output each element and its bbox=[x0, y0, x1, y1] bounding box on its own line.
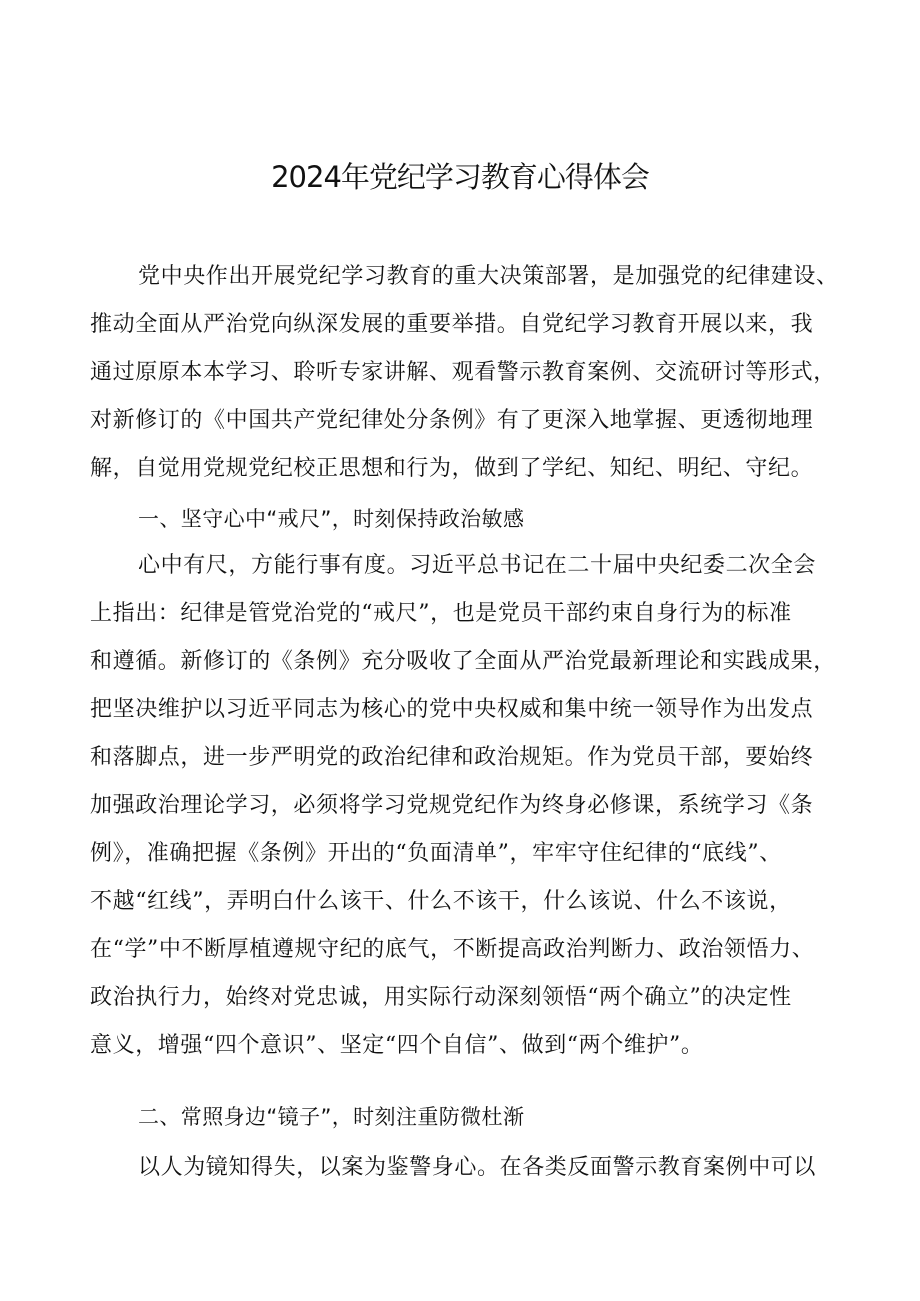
intro-line-4: 对新修订的《中国共产党纪律处分条例》有了更深入地掌握、更透彻地理 bbox=[90, 408, 814, 433]
intro-line-3: 通过原原本本学习、聆听专家讲解、观看警示教育案例、交流研讨等形式， bbox=[90, 360, 836, 385]
section-1-line-6: 加强政治理论学习，必须将学习党规党纪作为终身必修课，系统学习《条 bbox=[90, 793, 814, 818]
section-1-line-1: 心中有尺，方能行事有度。习近平总书记在二十届中央纪委二次全会 bbox=[138, 553, 817, 578]
section-1-line-11: 意义，增强“四个意识”、坚定“四个自信”、做到“两个维护”。 bbox=[90, 1033, 704, 1058]
section-1-line-5: 和落脚点，进一步严明党的政治纪律和政治规矩。作为党员干部，要始终 bbox=[90, 745, 814, 770]
section-2-heading: 二、常照身边“镜子”，时刻注重防微杜渐 bbox=[138, 1105, 525, 1129]
section-1-line-9: 在“学”中不断厚植遵规守纪的底气，不断提高政治判断力、政治领悟力、 bbox=[90, 937, 815, 962]
section-1-line-4: 把坚决维护以习近平同志为核心的党中央权威和集中统一领导作为出发点 bbox=[90, 697, 814, 722]
intro-line-1: 党中央作出开展党纪学习教育的重大决策部署，是加强党的纪律建设、 bbox=[138, 264, 839, 289]
section-1-line-2: 上指出：纪律是管党治党的“戒尺”，也是党员干部约束自身行为的标准 bbox=[90, 601, 792, 626]
intro-line-2: 推动全面从严治党向纵深发展的重要举措。自党纪学习教育开展以来，我 bbox=[90, 312, 814, 337]
section-1-line-7: 例》，准确把握《条例》开出的“负面清单”，牢牢守住纪律的“底线”、 bbox=[90, 841, 782, 866]
section-2-line-1: 以人为镜知得失，以案为鉴警身心。在各类反面警示教育案例中可以 bbox=[138, 1155, 817, 1180]
document-title: 2024年党纪学习教育心得体会 bbox=[271, 160, 649, 194]
section-1-line-10: 政治执行力，始终对党忠诚，用实际行动深刻领悟“两个确立”的决定性 bbox=[90, 985, 792, 1010]
section-1-line-8: 不越“红线”，弄明白什么该干、什么不该干，什么该说、什么不该说， bbox=[90, 889, 792, 914]
section-1-line-3: 和遵循。新修订的《条例》充分吸收了全面从严治党最新理论和实践成果， bbox=[90, 649, 836, 674]
section-1-heading: 一、坚守心中“戒尺”，时刻保持政治敏感 bbox=[138, 507, 525, 531]
intro-line-5: 解，自觉用党规党纪校正思想和行为，做到了学纪、知纪、明纪、守纪。 bbox=[90, 456, 814, 481]
